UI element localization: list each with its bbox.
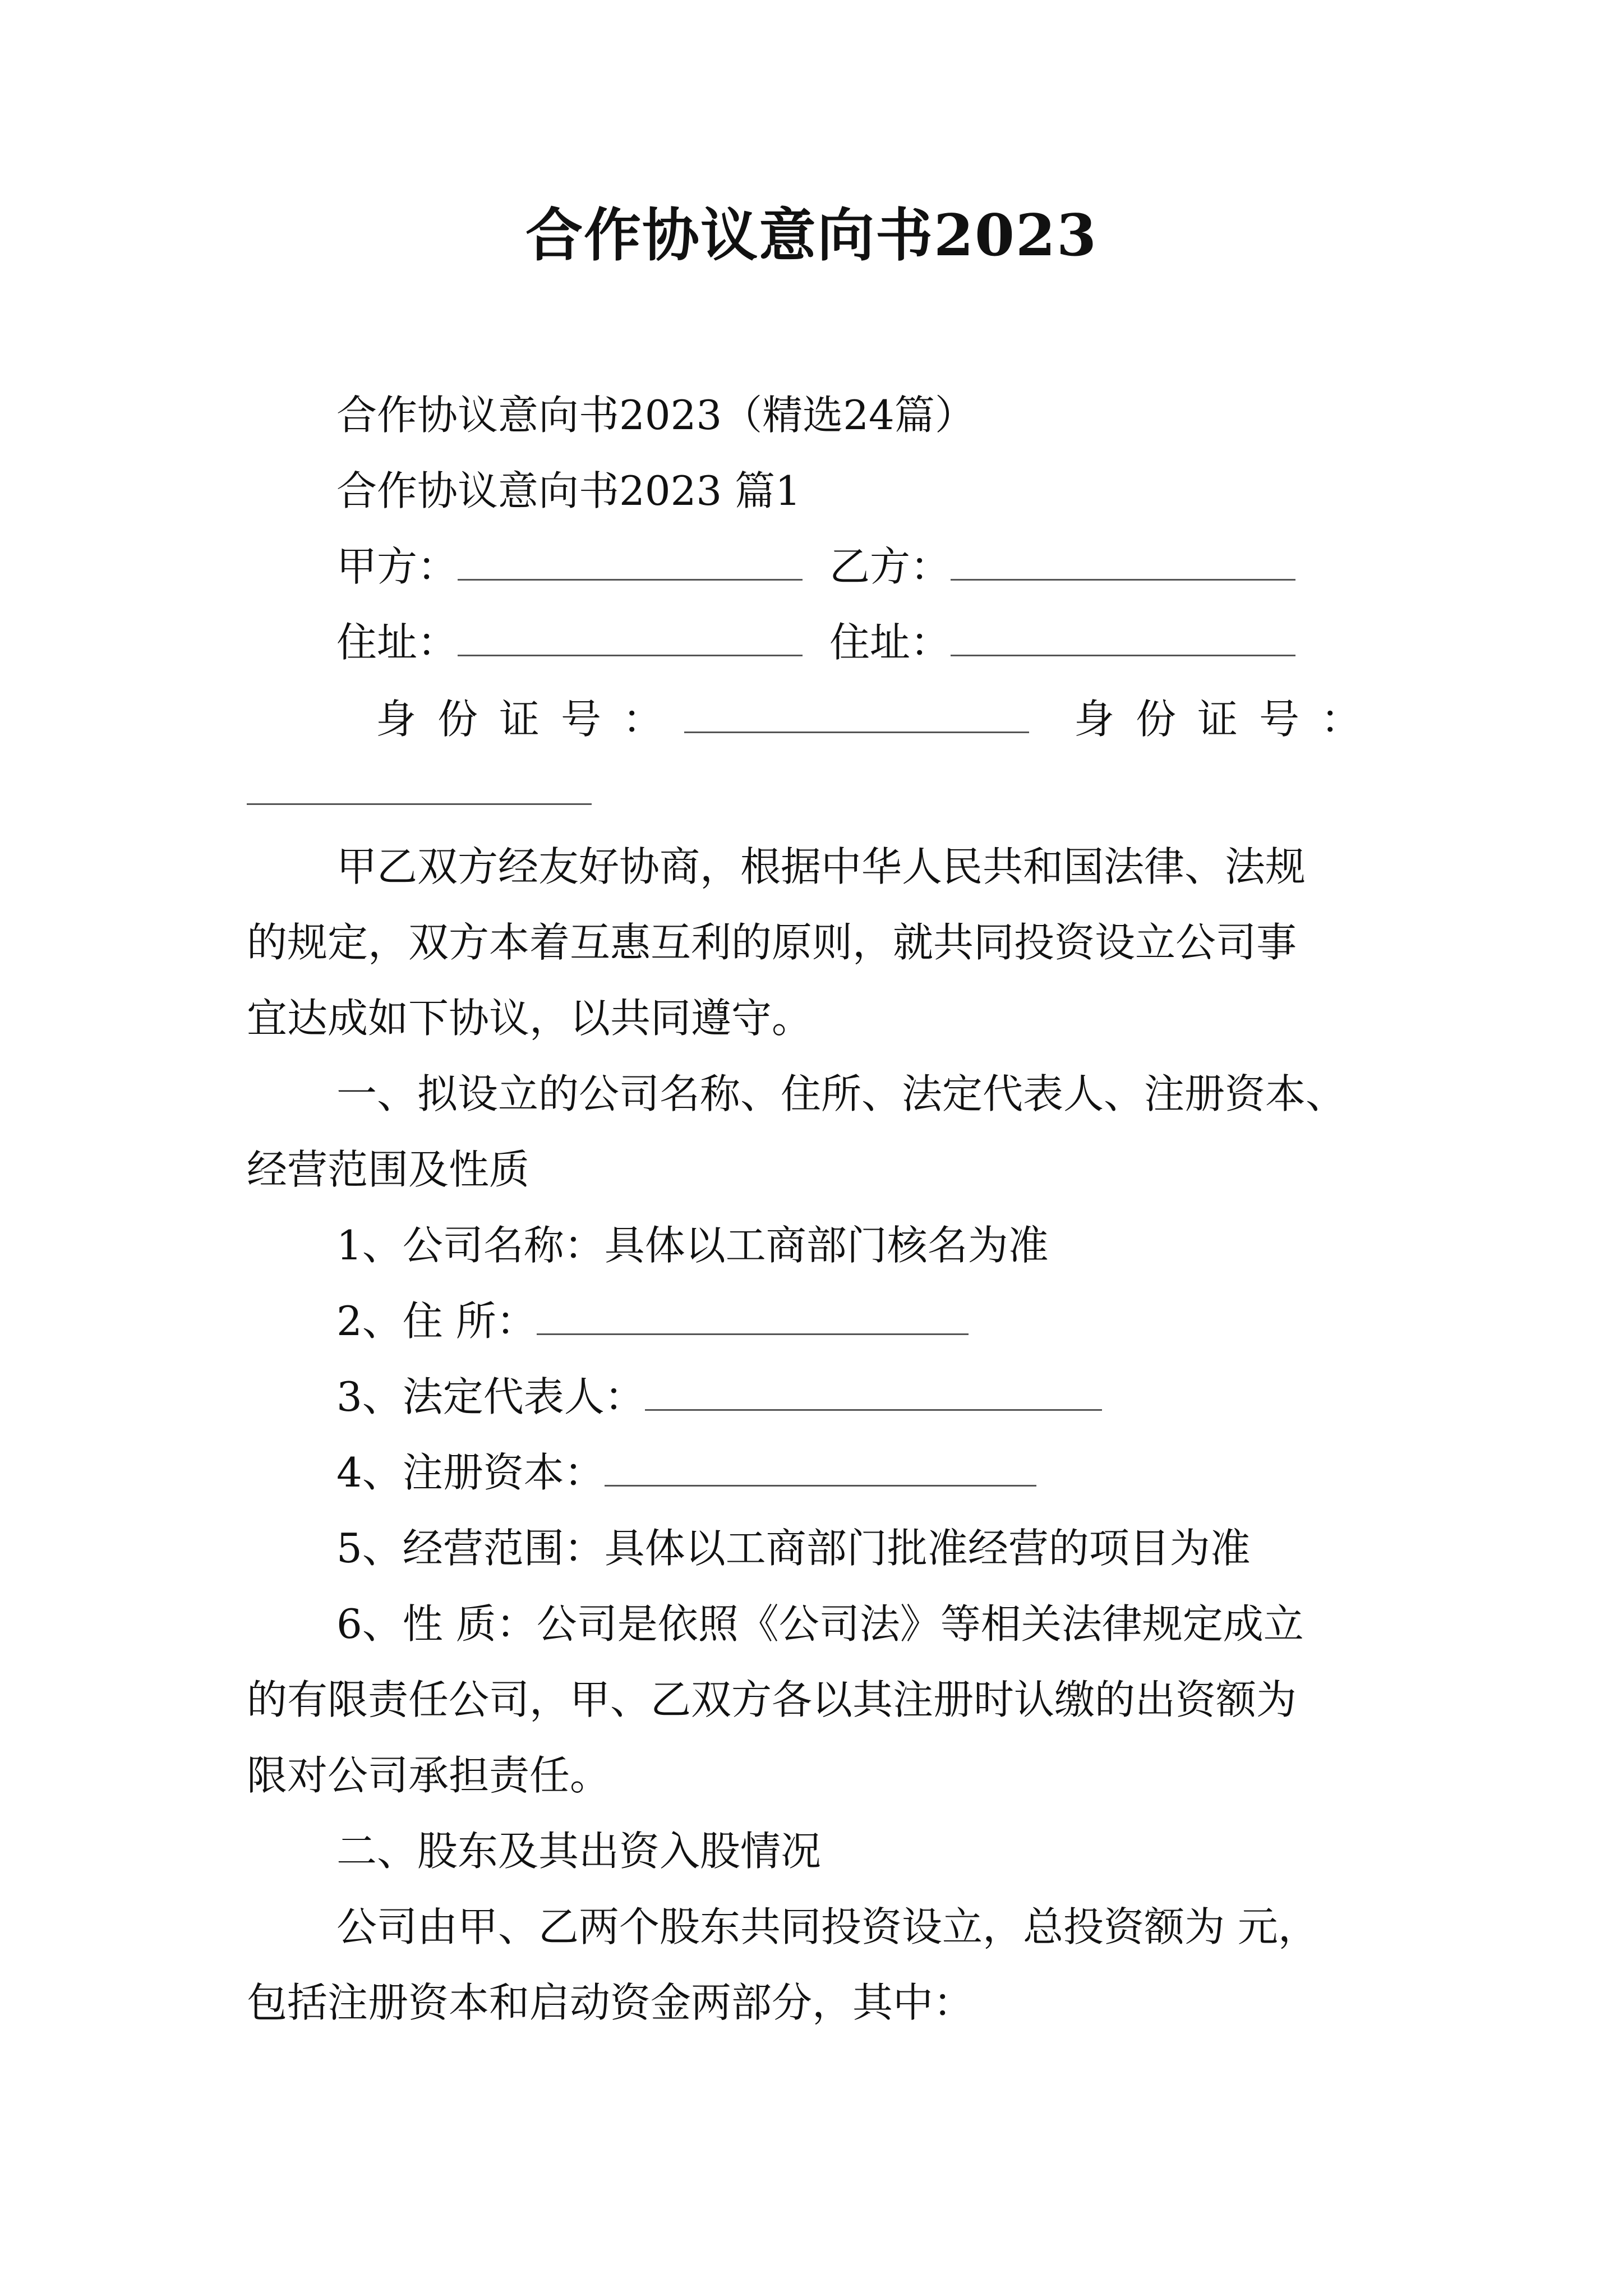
item-capital-label: 4、注册资本：: [336, 1449, 605, 1496]
document-title: 合作协议意向书2023: [525, 202, 1098, 269]
section1-line-1: 一、拟设立的公司名称、住所、法定代表人、注册资本、: [336, 1070, 1347, 1117]
party-b-label: 乙方：: [829, 543, 951, 590]
address-row: [336, 614, 1295, 670]
item-legal-rep-label: 3、法定代表人：: [336, 1373, 645, 1420]
section2-line-1: 公司由甲、乙两个股东共同投资设立，总投资额为 元，: [336, 1903, 1318, 1950]
address-a-label: 住址：: [336, 619, 458, 666]
id-a-blank: [684, 698, 1029, 733]
section-heading: 合作协议意向书2023 篇1: [336, 467, 801, 514]
section2-line-2: 包括注册资本和启动资金两部分，其中：: [247, 1979, 974, 2026]
address-b-label: 住址：: [829, 619, 951, 666]
intro-line-1: 甲乙双方经友好协商，根据中华人民共和国法律、法规: [336, 843, 1306, 890]
item-address-blank: [537, 1300, 969, 1335]
item-scope: 5、经营范围：具体以工商部门批准经营的项目为准: [336, 1525, 1251, 1572]
section1-line-2: 经营范围及性质: [247, 1146, 530, 1193]
item-nature-line-3: 限对公司承担责任。: [247, 1752, 611, 1799]
id-b-continuation: [247, 763, 592, 819]
address-b-blank: [951, 621, 1295, 656]
id-row: [376, 691, 1382, 747]
item-legal-rep-blank: [645, 1375, 1102, 1411]
intro-line-3: 宜达成如下协议，以共同遵守。: [247, 995, 813, 1042]
section2-heading: 二、股东及其出资入股情况: [336, 1828, 822, 1875]
party-row: [336, 539, 1295, 595]
item-address-label: 2、住 所：: [336, 1297, 537, 1345]
intro-line-2: 的规定，双方本着互惠互利的原则，就共同投资设立公司事: [247, 919, 1297, 966]
document-subtitle: 合作协议意向书2023（精选24篇）: [336, 392, 975, 439]
item-address: [336, 1293, 969, 1349]
id-b-blank: [247, 770, 592, 805]
party-a-label: 甲方：: [336, 543, 458, 590]
item-nature-line-2: 的有限责任公司，甲、乙双方各以其注册时认缴的出资额为: [247, 1676, 1297, 1723]
party-b-blank: [951, 545, 1295, 581]
item-capital: [336, 1444, 1036, 1501]
item-legal-rep: [336, 1369, 1102, 1425]
id-b-label: 身份证号：: [1074, 696, 1383, 743]
item-nature-line-1: 6、性 质：公司是依照《公司法》等相关法律规定成立: [336, 1600, 1304, 1648]
address-a-blank: [458, 621, 803, 656]
id-a-label: 身份证号：: [376, 696, 685, 743]
party-a-blank: [458, 545, 803, 581]
item-company-name: 1、公司名称：具体以工商部门核名为准: [336, 1222, 1049, 1269]
item-capital-blank: [605, 1451, 1036, 1487]
